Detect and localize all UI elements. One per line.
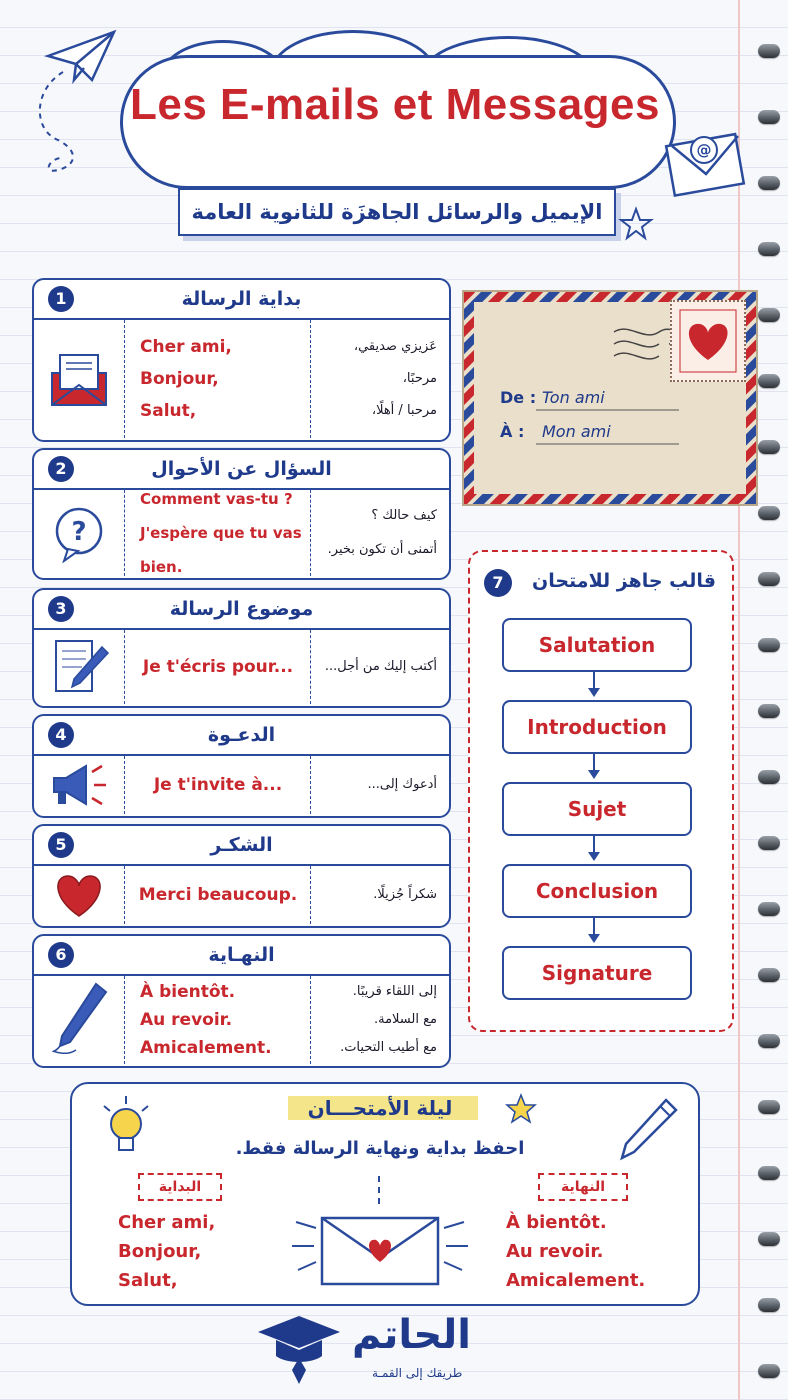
arabic-phrase: كيف حالك ؟ (371, 508, 437, 523)
flow-arrow-head-icon (588, 852, 600, 861)
exam-night-phrase: À bientôt. (506, 1212, 607, 1233)
subtitle: الإيميل والرسائل الجاهزَة للثانوية العامة (178, 188, 616, 236)
divider (378, 1176, 380, 1204)
section-title-text: الشكـر (210, 834, 273, 856)
arabic-phrase: مع أطيب التحيات. (340, 1040, 437, 1055)
section-title-text: الدعـوة (207, 724, 276, 746)
section-number: 3 (48, 596, 74, 622)
from-value: Ton ami (542, 388, 605, 407)
section-title (34, 716, 449, 756)
spiral-binding (748, 0, 788, 1400)
binding-ring (758, 242, 780, 256)
binding-ring (758, 1100, 780, 1114)
open-envelope-icon (34, 320, 125, 438)
arabic-phrase: أتمنى أن تكون بخير. (327, 542, 437, 557)
writing-paper-icon (34, 630, 125, 704)
dashed-flight-path (28, 70, 88, 190)
template-title: قالب جاهز للامتحان (532, 570, 716, 592)
binding-ring (758, 506, 780, 520)
arabic-phrase: إلى اللقاء قريبًا. (352, 984, 437, 999)
binding-ring (758, 308, 780, 322)
binding-ring (758, 176, 780, 190)
arabic-phrase: مرحبًا، (402, 371, 437, 386)
section-title-text: النهـاية (208, 944, 275, 966)
binding-ring (758, 110, 780, 124)
binding-ring (758, 836, 780, 850)
binding-ring (758, 44, 780, 58)
section-number: 6 (48, 942, 74, 968)
binding-ring (758, 1298, 780, 1312)
arabic-phrase: مرحبا / أهلًا، (371, 403, 437, 418)
section-title-text: موضوع الرسالة (169, 598, 314, 620)
french-phrase: Salut, (140, 401, 197, 421)
page-title: Les E-mails et Messages (130, 80, 660, 129)
section-3 (32, 588, 451, 708)
stamp-heart-icon (672, 302, 744, 380)
arabic-phrase: مع السلامة. (373, 1012, 437, 1027)
to-label: À : (500, 422, 525, 441)
logo-name: الحاتم (352, 1312, 471, 1358)
binding-ring (758, 440, 780, 454)
arabic-phrase: أكتب إليك من أجل... (324, 659, 437, 674)
exam-night-phrase: Salut, (118, 1270, 178, 1291)
binding-ring (758, 1364, 780, 1378)
french-phrase: À bientôt. (140, 982, 236, 1002)
postage-stamp (670, 300, 746, 382)
binding-ring (758, 1034, 780, 1048)
graduation-cap-logo-icon (256, 1312, 342, 1386)
binding-ring (758, 572, 780, 586)
section-title (34, 936, 449, 976)
french-phrase: Cher ami, (140, 337, 232, 357)
section-title (34, 280, 449, 320)
binding-ring (758, 770, 780, 784)
section-number: 1 (48, 286, 74, 312)
pen-icon (34, 976, 125, 1064)
exam-night-title: ليلة الأمتحـــان (307, 1096, 453, 1120)
section-5 (32, 824, 451, 928)
heart-envelope-icon (290, 1204, 470, 1294)
flow-arrow-head-icon (588, 688, 600, 697)
binding-ring (758, 638, 780, 652)
template-step-introduction: Introduction (502, 700, 692, 754)
flow-arrow-head-icon (588, 934, 600, 943)
french-phrase: J'espère que tu vas bien. (140, 524, 302, 576)
megaphone-icon (34, 756, 125, 814)
template-step-sujet: Sujet (502, 782, 692, 836)
question-bubble-icon (34, 490, 125, 576)
binding-ring (758, 704, 780, 718)
binding-ring (758, 968, 780, 982)
to-value: Mon ami (542, 422, 611, 441)
flow-arrow-line (593, 752, 595, 772)
lightbulb-icon (96, 1094, 156, 1158)
binding-ring (758, 1232, 780, 1246)
section-title-text: بداية الرسالة (181, 288, 302, 310)
section-6 (32, 934, 451, 1068)
exam-night-phrase: Bonjour, (118, 1241, 202, 1262)
template-step-salutation: Salutation (502, 618, 692, 672)
french-phrase: Je t'invite à... (153, 775, 283, 795)
flow-arrow-head-icon (588, 770, 600, 779)
exam-night-instruction: احفظ بداية ونهاية الرسالة فقط. (235, 1138, 525, 1159)
exam-night-phrase: Amicalement. (506, 1270, 646, 1291)
flow-arrow-line (593, 834, 595, 854)
binding-ring (758, 902, 780, 916)
french-phrase: Comment vas-tu ? (140, 490, 293, 508)
template-step-signature: Signature (502, 946, 692, 1000)
arabic-phrase: أدعوك إلى... (367, 777, 437, 792)
template-number: 7 (484, 569, 512, 597)
start-tag: البداية (138, 1173, 222, 1201)
svg-text:@: @ (696, 141, 712, 159)
from-label: De : (500, 388, 537, 407)
french-phrase: Merci beaucoup. (138, 885, 298, 905)
email-envelope-icon (664, 122, 748, 202)
french-phrase: Je t'écris pour... (142, 657, 294, 677)
pencil-icon (616, 1096, 680, 1166)
section-1 (32, 278, 451, 442)
star-icon (618, 206, 654, 242)
french-phrase: Bonjour, (140, 369, 219, 389)
binding-ring (758, 374, 780, 388)
exam-night-phrase: Au revoir. (506, 1241, 604, 1262)
section-2 (32, 448, 451, 580)
arabic-phrase: عَزيزي صديقي، (353, 339, 437, 354)
section-title (34, 826, 449, 866)
heart-icon (34, 866, 125, 924)
logo-tagline: طريقك إلى القمـة (372, 1366, 463, 1380)
french-phrase: Au revoir. (140, 1010, 233, 1030)
binding-ring (758, 1166, 780, 1180)
notebook-margin-line (738, 0, 740, 1400)
svg-text:?: ? (71, 517, 87, 547)
yellow-star-icon (504, 1092, 538, 1126)
section-title-text: السؤال عن الأحوال (151, 458, 332, 480)
template-step-conclusion: Conclusion (502, 864, 692, 918)
section-number: 5 (48, 832, 74, 858)
section-title (34, 590, 449, 630)
exam-night-phrase: Cher ami, (118, 1212, 216, 1233)
flow-arrow-line (593, 670, 595, 690)
section-4 (32, 714, 451, 818)
arabic-phrase: شكراً جُزيلًا. (373, 887, 437, 902)
french-phrase: Amicalement. (140, 1038, 272, 1058)
section-number: 4 (48, 722, 74, 748)
section-number: 2 (48, 456, 74, 482)
flow-arrow-line (593, 916, 595, 936)
end-tag: النهاية (538, 1173, 628, 1201)
